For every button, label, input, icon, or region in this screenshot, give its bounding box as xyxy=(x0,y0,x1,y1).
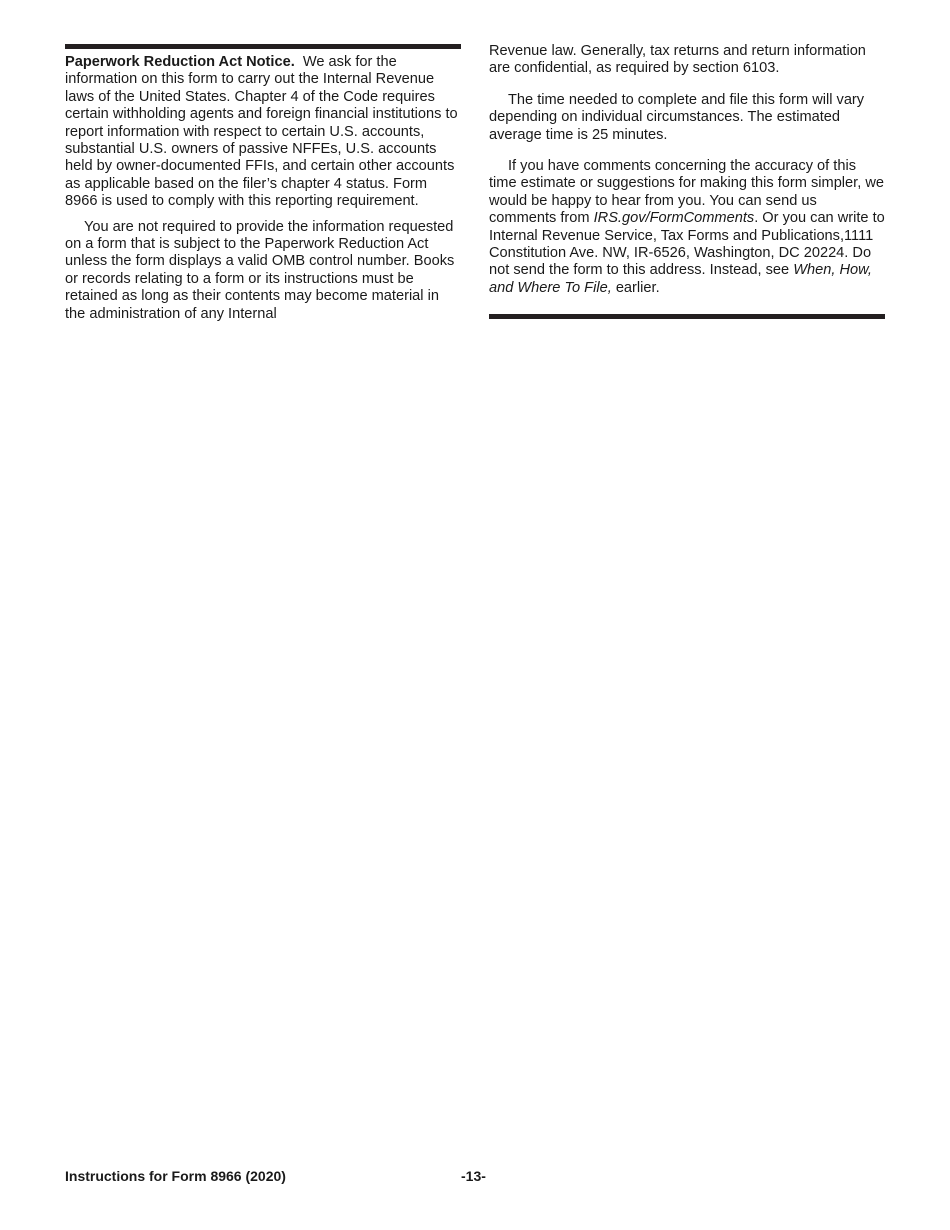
paperwork-notice-text: We ask for the information on this form to carry out the Internal Revenue laws of the United States. Chapter 4 of the Code requires certain withholding agents and foreign financial institutions to report information with respect to certain U.S. accounts, substantial U.S. owners of passive NFFEs, U.S. accounts held by owner-documented FFIs, and certain other accounts as applicable based on the filer’s chapter 4 status. Form 8966 is used to comply with this reporting requirement. xyxy=(65,54,458,210)
comments-paragraph xyxy=(489,158,887,297)
form-comments-link[interactable]: IRS.gov/FormComments xyxy=(593,210,755,227)
time-estimate-paragraph: The time needed to complete and file this form will vary depending on individual circumstances. The estimated average time is 25 minutes. xyxy=(489,91,865,143)
left-column xyxy=(65,0,463,323)
omb-notice-paragraph: You are not required to provide the information requested on a form that is subject to the Paperwork Reduction Act unless the form displays a valid OMB control number. Books or records relating to a form or its instructions must be retained as long as their contents may become material in the administration of any Internal xyxy=(65,218,455,322)
top-rule-left xyxy=(65,44,461,49)
footer-form-title: Instructions for Form 8966 (2020) xyxy=(65,1168,286,1184)
comments-text-1: If you have comments concerning the accuracy of this time estimate or suggestions for making this form simpler, we would be happy to hear from you. You can send us comments from xyxy=(489,158,884,227)
right-column xyxy=(489,0,887,319)
confidentiality-paragraph: Revenue law. Generally, tax returns and return information are confidential, as required by section 6103. xyxy=(489,43,866,77)
when-how-where-reference: When, How, and Where To File, xyxy=(489,262,872,296)
comments-text-3: earlier. xyxy=(611,279,660,296)
paperwork-notice-paragraph xyxy=(65,54,463,211)
comments-text-2: . Or you can write to Internal Revenue Service, Tax Forms and Publications,1111 Constitution Ave. NW, IR-6526, Washington, DC 20224. Do not send the form to this address. Instead, see xyxy=(489,210,885,279)
bottom-rule-right xyxy=(489,314,885,319)
paperwork-notice-heading: Paperwork Reduction Act Notice. xyxy=(65,54,295,70)
footer-page-number: -13- xyxy=(461,1168,486,1184)
